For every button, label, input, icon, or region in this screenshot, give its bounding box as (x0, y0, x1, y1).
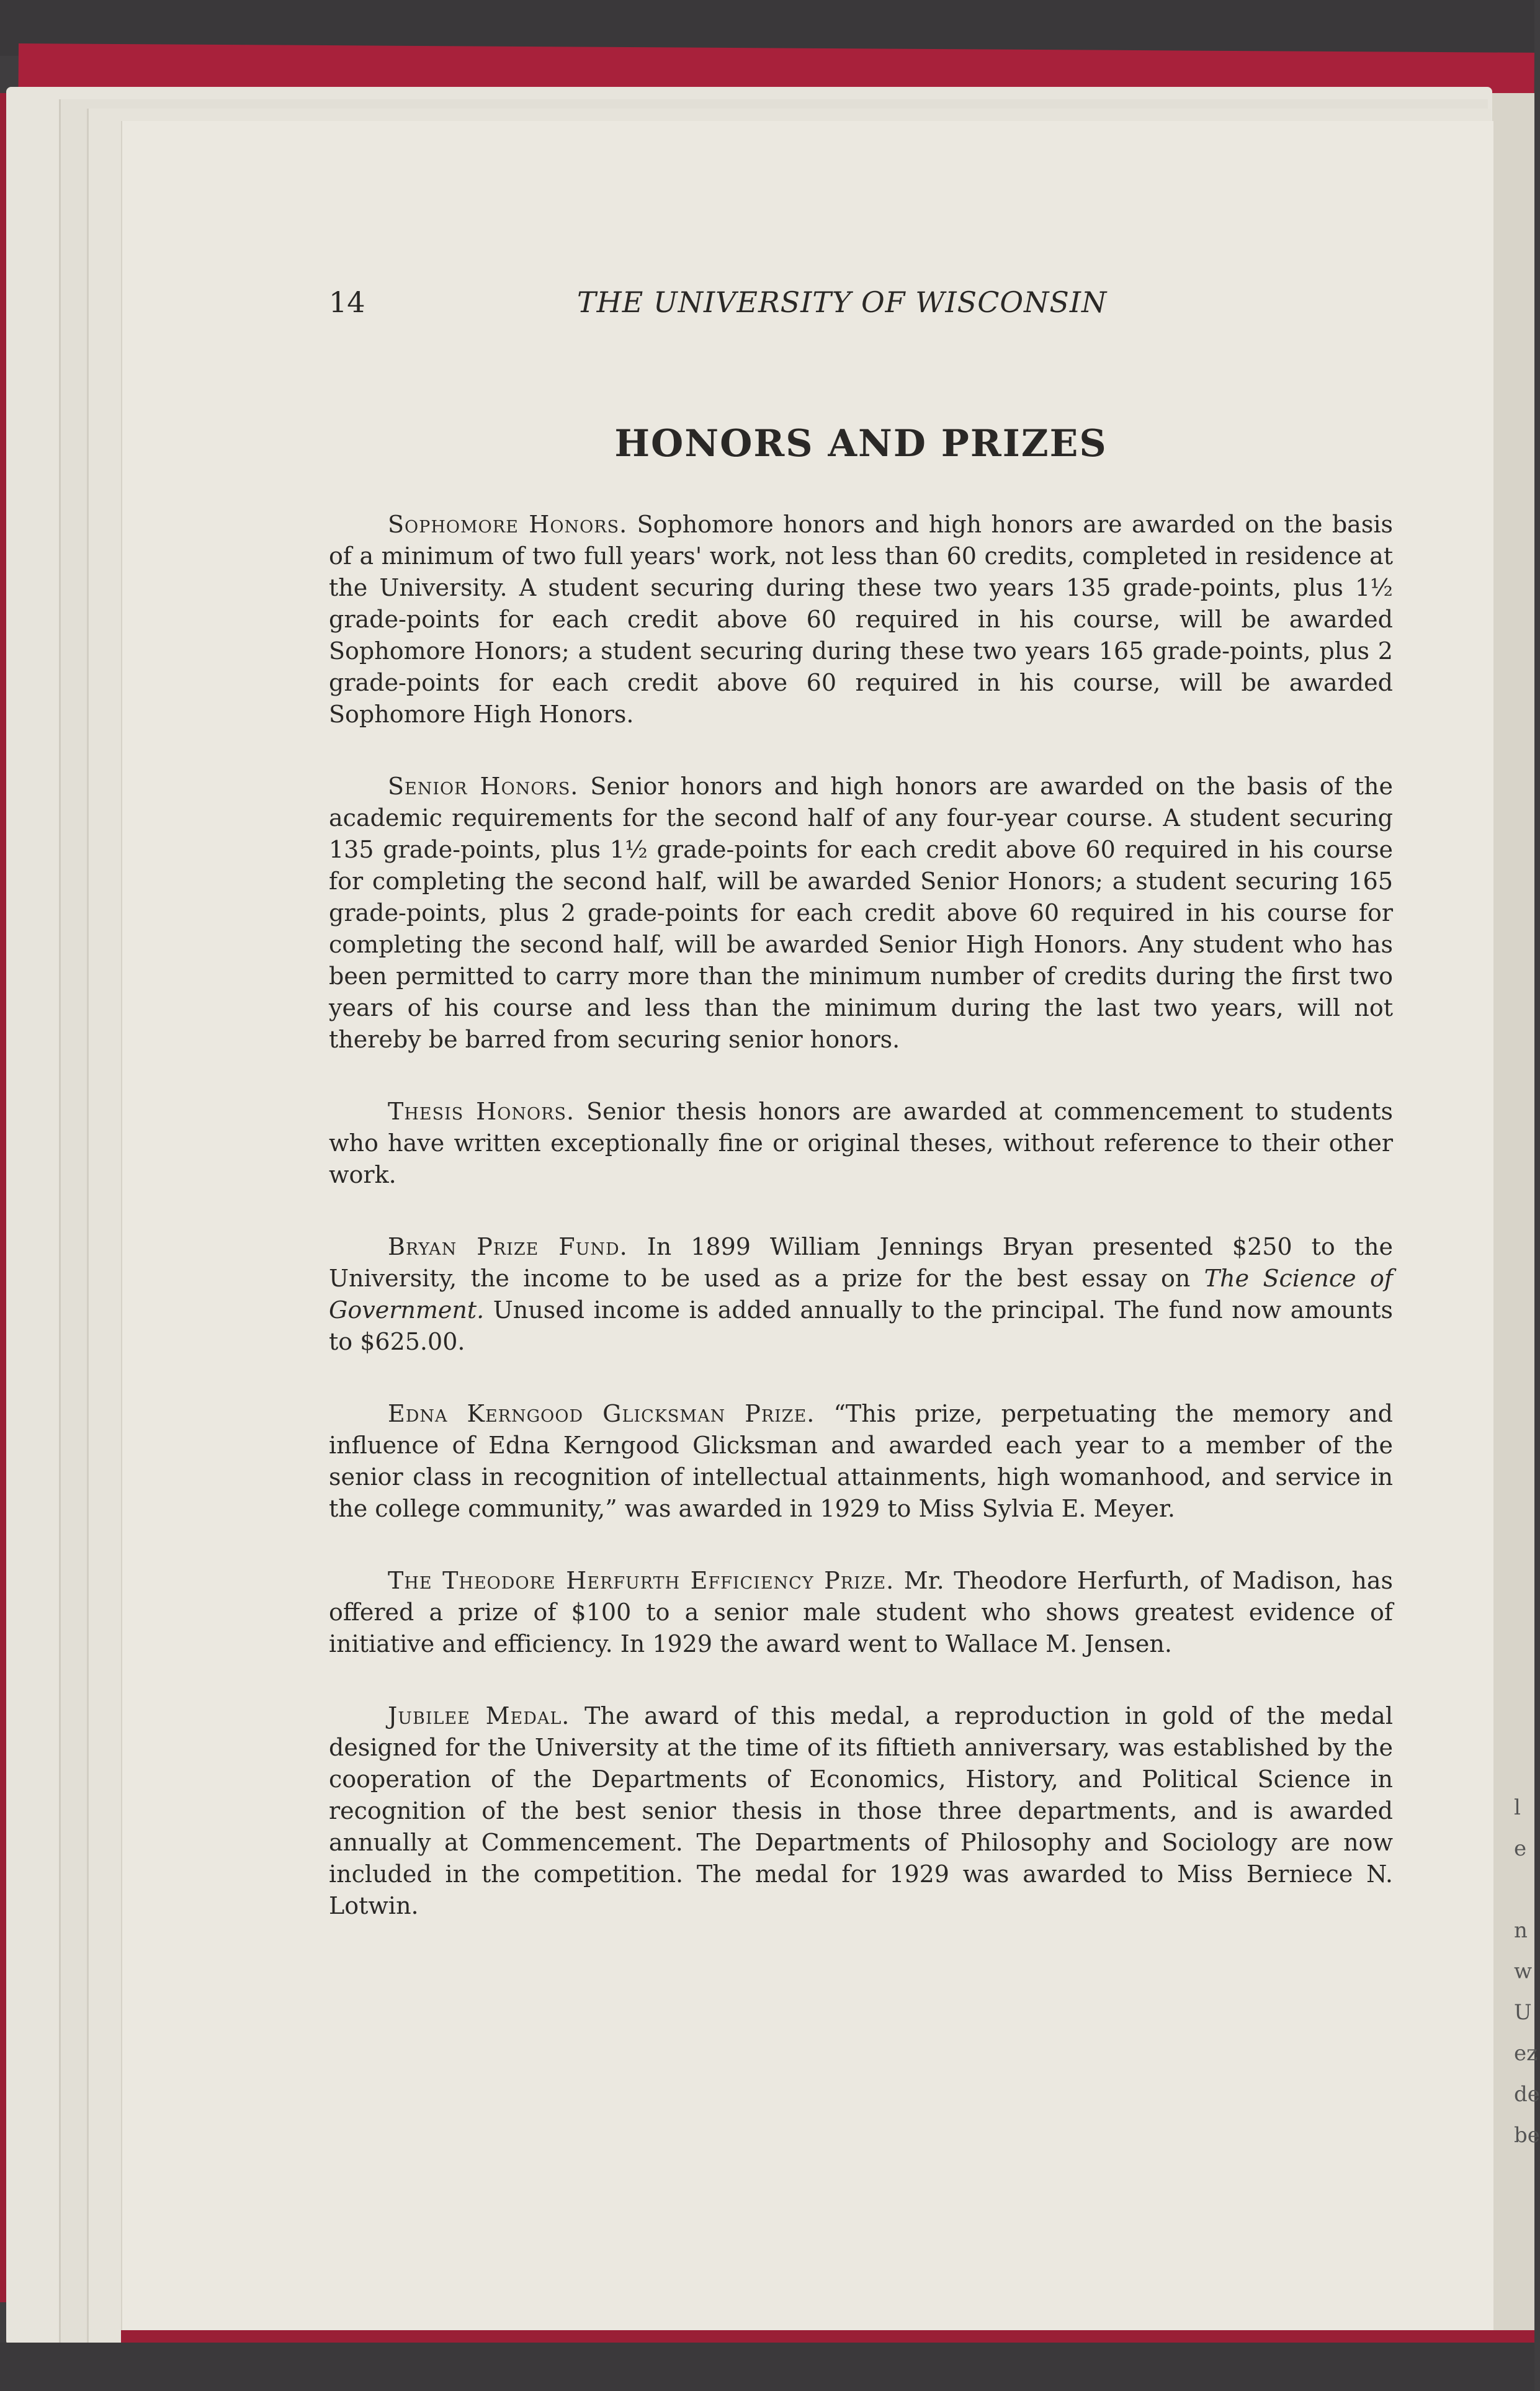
paragraph-heading: The Theodore Herfurth Efficiency Prize. (388, 1567, 895, 1594)
paragraph-heading: Sophomore Honors. (388, 511, 628, 538)
paragraph-text: Unused income is added annually to the principal. The fund now amounts to $625.00. (329, 1296, 1393, 1355)
running-title: THE UNIVERSITY OF WISCONSIN (577, 285, 1108, 319)
paragraph-text: Senior honors and high honors are awarded on the basis of the academic requirements for the second half of any four-year course. A student securing 135 grade-points, plus 1½ grade-points for each credit above 60 required in his course for completing the second half, will be awarded Senior Honors; a student securing 165 grade-points, plus 2 grade-points for each credit above 60 required in his course for completing the second half, will be awarded Senior High Honors. Any student who has been permitted to carry more than the minimum number of credits during the first two years of his course and less than the minimum during the last two years, will not thereby be barred from securing senior honors. (329, 773, 1393, 1053)
section-title: HONORS AND PRIZES (614, 422, 1108, 465)
paragraph-heading: Bryan Prize Fund. (388, 1233, 628, 1260)
paragraph-text: In 1899 William Jennings Bryan presented $250 to the University, the income to be used as a prize for the best essay on (329, 1233, 1393, 1292)
paragraph-text: Mr. Theodore Herfurth, of Madison, has offered a prize of $100 to a senior male student who shows greatest evidence of initiative and efficiency. In 1929 the award went to Wallace M. Jensen. (329, 1567, 1394, 1658)
page-number: 14 (329, 285, 365, 319)
paragraph-text: “This prize, perpetuating the memory and influence of Edna Kerngood Glicksman and awarded each year to a member of the senior class in recognition of intellectual attainments, high womanhood, and service in the college community,” was awarded in 1929 to Miss Sylvia E. Meyer. (329, 1400, 1393, 1522)
paragraph-text: Sophomore honors and high honors are awarded on the basis of a minimum of two full years' work, not less than 60 credits, completed in residence at the University. A student securing during these two years 135 grade-points, plus 1½ grade-points for each credit above 60 required in his course, will be awarded Sophomore Honors; a student securing during these two years 165 grade-points, plus 2 grade-points for each credit above 60 required in his course, will be awarded Sophomore High Honors. (329, 511, 1393, 728)
paragraph-text: The award of this medal, a reproduction in gold of the medal designed for the University at the time of its fiftieth anniversary, was established by the cooperation of the Departments of Economics, History, and Political Science in recognition of the best senior thesis in those three departments, and is awarded annually at Commencement. The Departments of Philosophy and Sociology are now included in the competition. The medal for 1929 was awarded to Miss Berniece N. Lotwin. (329, 1702, 1393, 1919)
paragraph-heading: Jubilee Medal. (388, 1702, 570, 1729)
paragraph-heading: Thesis Honors. (388, 1098, 575, 1125)
paragraph-glicksman-prize (329, 1398, 1393, 1525)
running-head (329, 285, 1393, 329)
facing-page-fragment: l e n w U ez de be (1514, 1795, 1540, 2148)
book-title: The Science of Government. (329, 1265, 1393, 1324)
paragraph-text: Senior thesis honors are awarded at commencement to students who have written exceptionally fine or original theses, without reference to their other work. (329, 1098, 1393, 1188)
background-bottom (0, 2343, 1534, 2391)
paragraph-heading: Senior Honors. (388, 773, 579, 800)
page-content (329, 285, 1393, 1962)
book-cover-bottom-edge (121, 2330, 1534, 2343)
paragraph-jubilee-medal (329, 1700, 1393, 1922)
paragraph-senior-honors (329, 771, 1393, 1056)
paragraph-sophomore-honors (329, 509, 1393, 730)
paragraph-herfurth-prize (329, 1565, 1393, 1660)
paragraph-heading: Edna Kerngood Glicksman Prize. (388, 1400, 815, 1427)
paragraph-thesis-honors (329, 1096, 1393, 1191)
paragraph-bryan-prize-fund (329, 1231, 1393, 1358)
